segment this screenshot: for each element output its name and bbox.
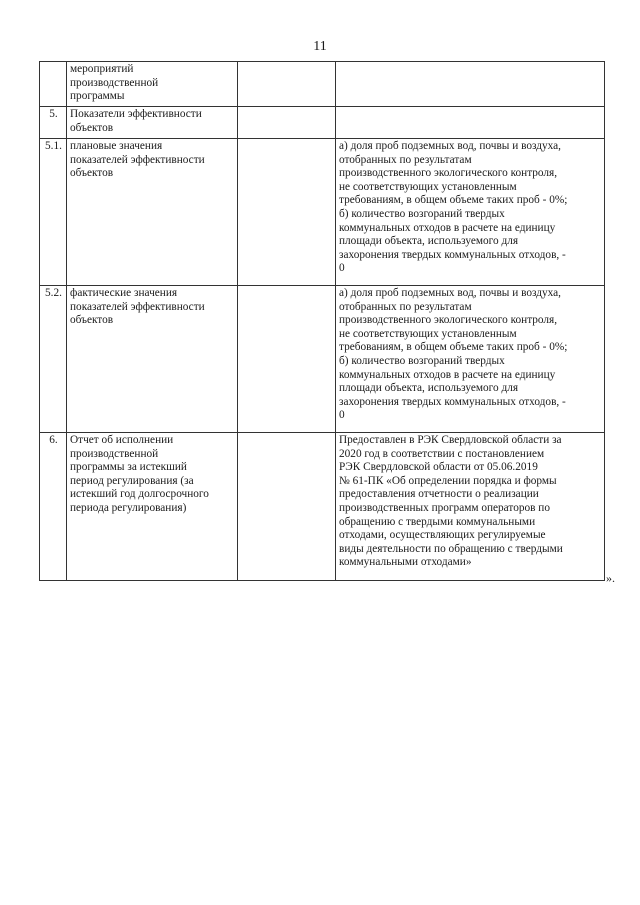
table-row xyxy=(40,62,605,107)
row-number xyxy=(40,62,67,107)
row-value: а) доля проб подземных вод, почвы и воздуха, отобранных по результатам производственного экологического контроля, не соответствующих установленным требованиям, в общем объеме таких проб - 0%; б) количество возгораний твердых коммунальных отходов в расчете на единицу площади объекта, используемого для захоронения твердых коммунальных отходов, - 0 xyxy=(336,286,605,433)
row-name: мероприятий производственной программы xyxy=(67,62,238,107)
table-row xyxy=(40,139,605,286)
table-row xyxy=(40,107,605,139)
indicators-table xyxy=(39,61,605,581)
row-value xyxy=(336,62,605,107)
table-row xyxy=(40,433,605,581)
row-name: фактические значения показателей эффективности объектов xyxy=(67,286,238,433)
row-unit xyxy=(238,62,336,107)
row-number: 6. xyxy=(40,433,67,581)
row-value xyxy=(336,107,605,139)
row-number: 5.2. xyxy=(40,286,67,433)
row-value: а) доля проб подземных вод, почвы и воздуха, отобранных по результатам производственного экологического контроля, не соответствующих установленным требованиям, в общем объеме таких проб - 0%; б) количество возгораний твердых коммунальных отходов в расчете на единицу площади объекта, используемого для захоронения твердых коммунальных отходов, - 0 xyxy=(336,139,605,286)
closing-quote-mark: ». xyxy=(606,571,615,585)
row-unit xyxy=(238,139,336,286)
row-name: плановые значения показателей эффективности объектов xyxy=(67,139,238,286)
row-number: 5.1. xyxy=(40,139,67,286)
row-name: Показатели эффективности объектов xyxy=(67,107,238,139)
row-unit xyxy=(238,433,336,581)
row-number: 5. xyxy=(40,107,67,139)
row-unit xyxy=(238,107,336,139)
row-name: Отчет об исполнении производственной программы за истекший период регулирования (за истекший год долгосрочного периода регулирования) xyxy=(67,433,238,581)
row-unit xyxy=(238,286,336,433)
page-number: 11 xyxy=(313,39,327,54)
row-value: Предоставлен в РЭК Свердловской области за 2020 год в соответствии с постановлением РЭК Свердловской области от 05.06.2019 № 61-ПК «Об определении порядка и формы предоставления отчетности о реализации производственных программ операторов по обращению с твердыми коммунальными отходами, осуществляющих регулируемые виды деятельности по обращению с твердыми коммунальными отходами» xyxy=(336,433,605,581)
table-row xyxy=(40,286,605,433)
